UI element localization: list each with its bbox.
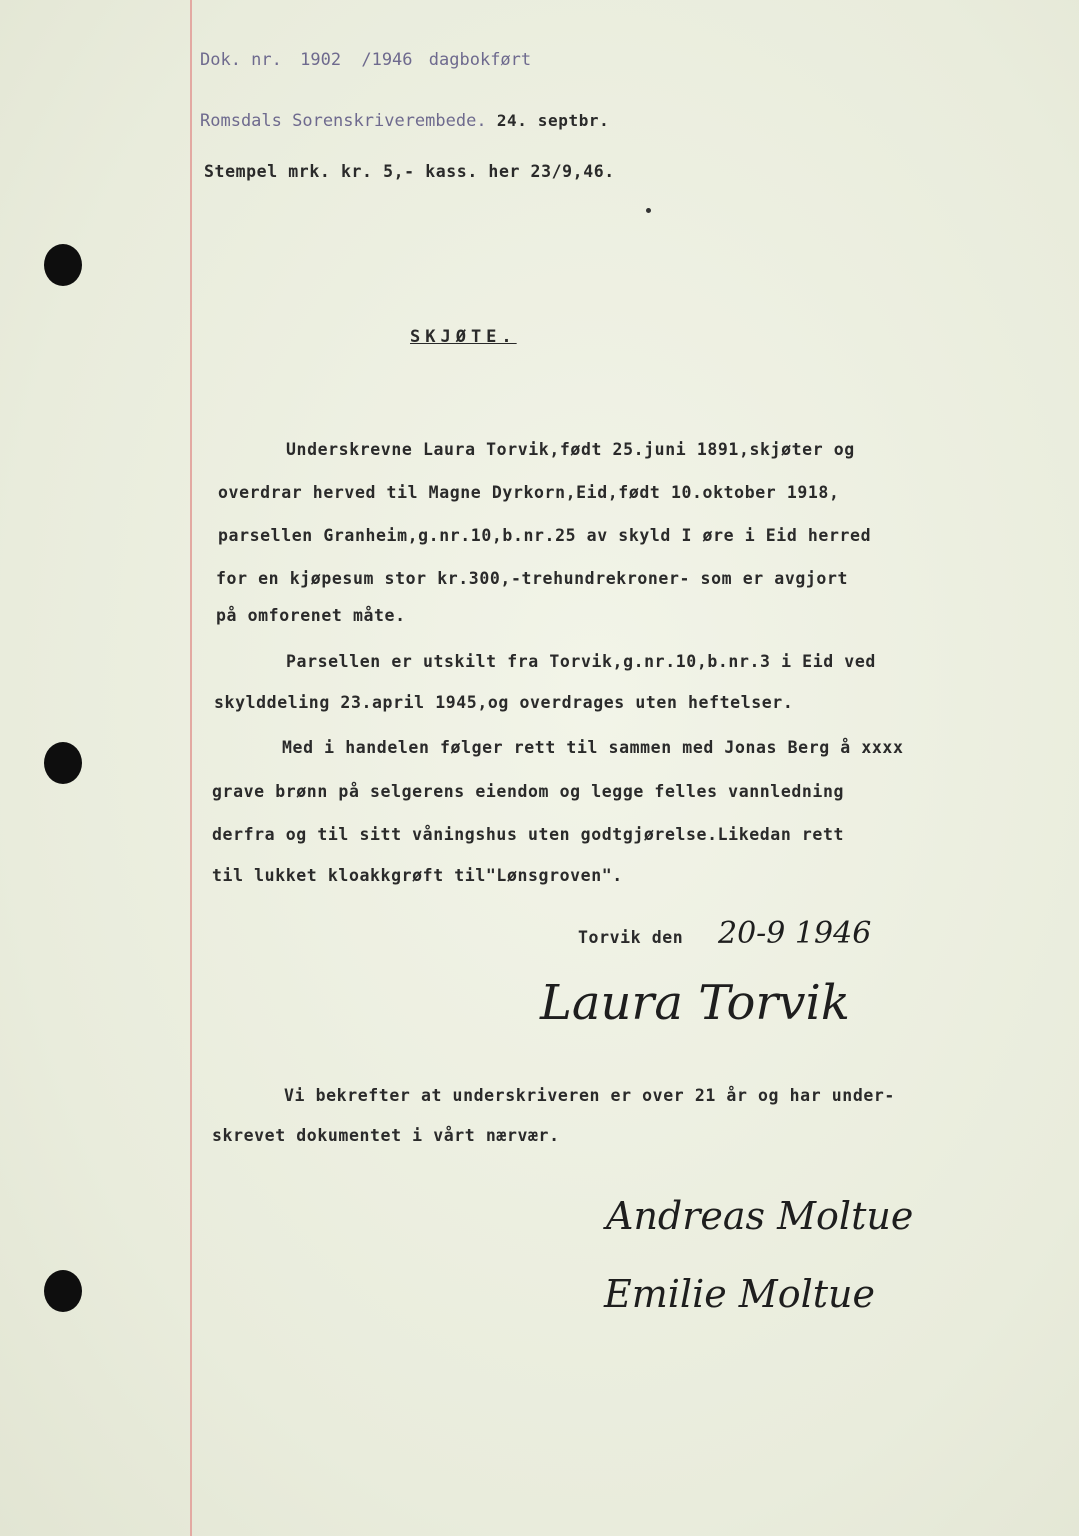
body-line: parsellen Granheim,g.nr.10,b.nr.25 av skyld I øre i Eid herred (218, 526, 872, 545)
body-line: overdrar herved til Magne Dyrkorn,Eid,født 10.oktober 1918, (218, 483, 840, 502)
body-line: grave brønn på selgerens eiendom og legge felles vannledning (212, 782, 845, 801)
ink-dot (646, 208, 651, 213)
doc-year: /1946 (361, 50, 413, 70)
witness-signature: Andreas Moltue (606, 1194, 914, 1238)
body-line: Underskrevne Laura Torvik,født 25.juni 1891,skjøter og (286, 440, 855, 459)
body-line: til lukket kloakkgrøft til"Lønsgroven". (212, 866, 623, 885)
punch-hole (44, 1270, 82, 1312)
witness-line: Vi bekrefter at underskriveren er over 21 år og har under- (284, 1086, 895, 1105)
body-line: Med i handelen følger rett til sammen med Jonas Berg å xxxx (282, 738, 904, 757)
margin-line (190, 0, 192, 1536)
stamp-line-1 (200, 50, 531, 70)
stamp-office: Romsdals Sorenskriverembede. (200, 111, 487, 131)
stamp-suffix: dagbokført (428, 50, 532, 70)
witness-line: skrevet dokumentet i vårt nærvær. (212, 1126, 560, 1145)
body-line: derfra og til sitt våningshus uten godtgjørelse.Likedan rett (212, 825, 845, 844)
body-line: skylddeling 23.april 1945,og overdrages uten heftelser. (214, 693, 794, 712)
stamp-date: 24. septbr. (496, 111, 610, 130)
doc-number: 1902 (300, 50, 342, 70)
punch-hole (44, 244, 82, 286)
seller-signature: Laura Torvik (540, 975, 850, 1031)
stamp-prefix: Dok. nr. (200, 50, 282, 70)
body-line: Parsellen er utskilt fra Torvik,g.nr.10,b.nr.3 i Eid ved (286, 652, 876, 671)
handwritten-date: 20-9 1946 (718, 916, 872, 951)
stamp-line-2 (200, 111, 609, 131)
stamp-fee-line: Stempel mrk. kr. 5,- kass. her 23/9,46. (204, 162, 615, 181)
punch-hole (44, 742, 82, 784)
body-line: på omforenet måte. (216, 606, 406, 625)
body-line: for en kjøpesum stor kr.300,-trehundrekroner- som er avgjort (216, 569, 849, 588)
document-title: SKJØTE. (410, 327, 517, 347)
place-date-typed: Torvik den (578, 928, 684, 947)
witness-signature: Emilie Moltue (604, 1272, 875, 1316)
